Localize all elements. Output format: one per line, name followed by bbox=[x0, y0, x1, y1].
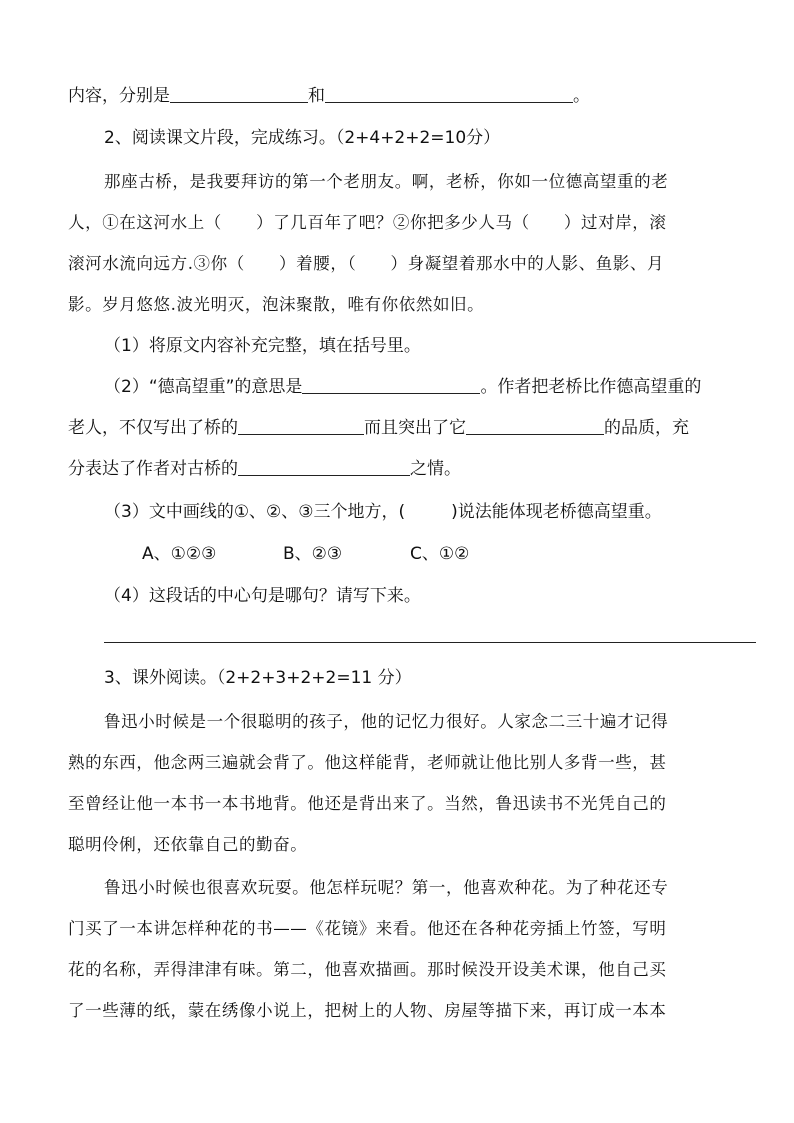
option-b[interactable]: B、②③ bbox=[283, 544, 343, 564]
passage-line: 聪明伶俐，还依靠自己的勤奋。 bbox=[68, 835, 308, 854]
text: 内容，分别是 bbox=[68, 86, 170, 106]
passage-line: 鲁迅小时候也很喜欢玩耍。他怎样玩呢？第一，他喜欢种花。为了种花还专 bbox=[104, 878, 669, 897]
passage-line: 了一些薄的纸，蒙在绣像小说上，把树上的人物、房屋等描下来，再订成一本本 bbox=[68, 1001, 667, 1020]
sub-question-1: （1）将原文内容补充完整，填在括号里。 bbox=[104, 336, 421, 356]
sub-question-4: （4）这段话的中心句是哪句？请写下来。 bbox=[104, 586, 421, 606]
fill-in-line-top bbox=[68, 84, 590, 108]
text: 之情。 bbox=[410, 459, 461, 479]
answer-blank[interactable] bbox=[325, 84, 573, 103]
sub-question-2-line-1 bbox=[104, 375, 701, 399]
sub-question-2-line-3 bbox=[68, 457, 461, 481]
question-2-heading: 2、阅读课文片段，完成练习。（2+4+2+2=10分） bbox=[104, 128, 501, 148]
sub-question-3 bbox=[104, 500, 662, 524]
text: 而且突出了它 bbox=[364, 418, 466, 438]
text: 的品质，充 bbox=[604, 418, 689, 438]
text: 。 bbox=[573, 86, 590, 106]
question-3-heading: 3、课外阅读。（2+2+3+2+2=11 分） bbox=[104, 668, 412, 688]
text: )说法能体现老桥德高望重。 bbox=[451, 502, 662, 522]
passage-line: 熟的东西，他念两三遍就会背了。他这样能背，老师就让他比别人多背一些，甚 bbox=[68, 753, 667, 772]
passage-line: 至曾经让他一本书一本书地背。他还是背出来了。当然，鲁迅读书不光凭自己的 bbox=[68, 794, 667, 813]
text: 老人，不仅写出了桥的 bbox=[68, 418, 238, 438]
option-a[interactable]: A、①②③ bbox=[142, 544, 217, 564]
option-c[interactable]: C、①② bbox=[410, 544, 470, 564]
passage-line: 那座古桥，是我要拜访的第一个老朋友。啊，老桥，你如一位德高望重的老 bbox=[104, 172, 669, 191]
text: 。作者把老桥比作德高望重的 bbox=[480, 377, 702, 397]
passage-line: 影。岁月悠悠.波光明灭，泡沫聚散，唯有你依然如旧。 bbox=[68, 295, 485, 314]
answer-blank[interactable] bbox=[466, 416, 604, 435]
text: （3）文中画线的①、②、③三个地方，( bbox=[104, 502, 406, 522]
passage-line: 滚河水流向远方.③你（ ）着腰，（ ）身凝望着那水中的人影、鱼影、月 bbox=[68, 254, 665, 273]
answer-blank[interactable] bbox=[302, 375, 480, 394]
passage-line: 鲁迅小时候是一个很聪明的孩子，他的记忆力很好。人家念二三十遍才记得 bbox=[104, 712, 669, 731]
answer-blank[interactable] bbox=[170, 84, 308, 103]
passage-line: 门买了一本讲怎样种花的书——《花镜》来看。他还在各种花旁插上竹签，写明 bbox=[68, 919, 667, 938]
passage-line: 花的名称，弄得津津有味。第二，他喜欢描画。那时候没开设美术课，他自己买 bbox=[68, 960, 667, 979]
answer-line[interactable] bbox=[104, 642, 756, 643]
sub-question-2-line-2 bbox=[68, 416, 689, 440]
passage-line: 人，①在这河水上（ ）了几百年了吧？②你把多少人马（ ）过对岸，滚 bbox=[68, 213, 667, 232]
text: （2）“德高望重”的意思是 bbox=[104, 377, 303, 397]
answer-blank[interactable] bbox=[238, 416, 364, 435]
answer-blank[interactable] bbox=[238, 457, 410, 476]
text: 和 bbox=[308, 86, 325, 106]
text: 分表达了作者对古桥的 bbox=[68, 459, 238, 479]
